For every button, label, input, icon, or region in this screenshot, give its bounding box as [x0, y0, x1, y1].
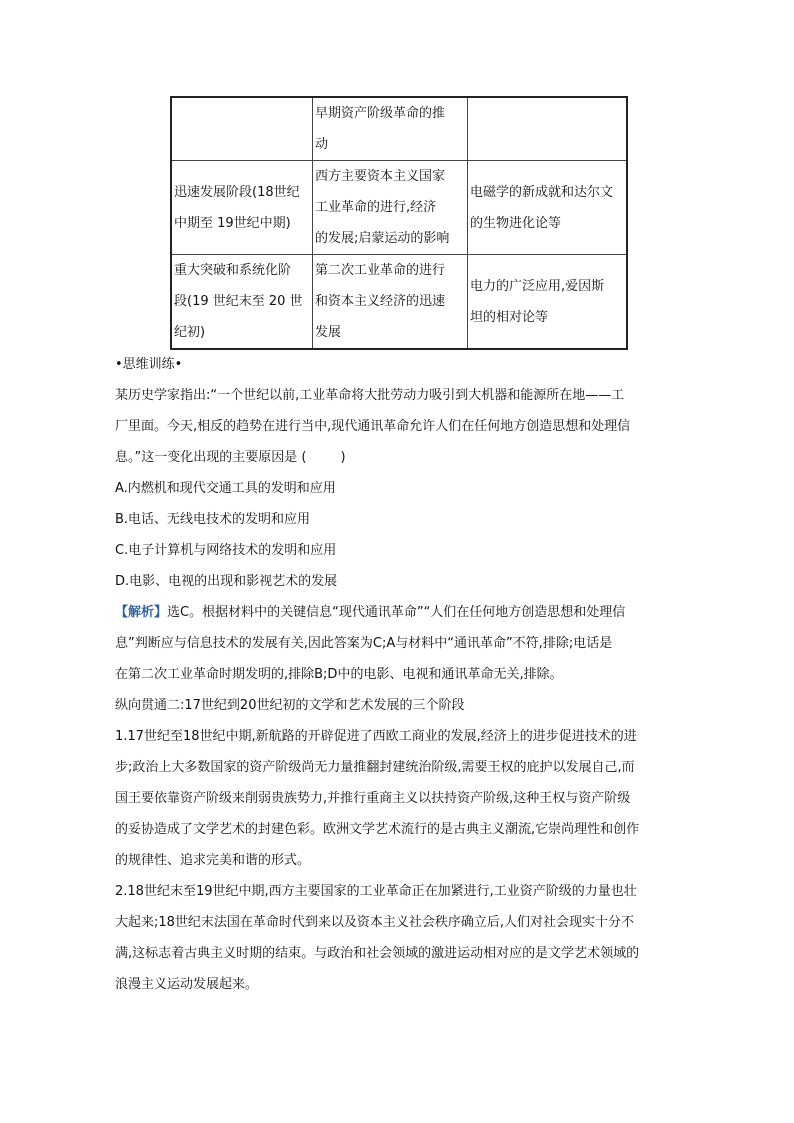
cell-line: 电力的广泛应用,爱因斯 [470, 278, 605, 294]
option-b: B.电话、无线电技术的发明和应用 [115, 512, 311, 527]
paragraph-line: 大起来;18世纪末法国在革命时代到来以及资本主义社会秩序确立后,人们对社会现实十分不 [115, 915, 635, 930]
section-title: 纵向贯通二:17世纪到20世纪初的文学和艺术发展的三个阶段 [115, 698, 465, 713]
cell-line: 的发展;启蒙运动的影响 [315, 231, 450, 246]
table-cell [313, 255, 468, 350]
cell-line: 的生物进化论等 [470, 215, 562, 231]
paragraph-line: 2.18世纪末至19世纪中期,西方主要国家的工业革命正在加紧进行,工业资产阶级的力量也壮 [115, 884, 637, 899]
analysis-line: 在第二次工业革命时期发明的,排除B;D中的电影、电视和通讯革命无关,排除。 [115, 667, 563, 682]
question-stem-text: 息。”这一变化出现的主要原因是 [115, 450, 298, 465]
cell-line: 纪初) [174, 325, 206, 340]
table-row [171, 255, 627, 350]
cell-line: 工业革命的进行,经济 [315, 200, 437, 215]
cell-line: 和资本主义经济的迅速 [315, 294, 446, 309]
option-a: A.内燃机和现代交通工具的发明和应用 [115, 481, 336, 496]
cell-line: 发展 [315, 325, 342, 340]
table-cell [171, 97, 313, 161]
cell-line: 电磁学的新成就和达尔文 [470, 184, 614, 200]
table-row [171, 97, 627, 161]
table-cell [468, 161, 628, 255]
option-c: C.电子计算机与网络技术的发明和应用 [115, 543, 337, 558]
cell-line: 坦的相对论等 [470, 309, 549, 325]
answer-paren-open: ( [301, 450, 307, 465]
paragraph-line: 步;政治上大多数国家的资产阶级尚无力量推翻封建统治阶级,需要王权的庇护以发展自己,而 [115, 760, 635, 775]
table-row [171, 161, 627, 255]
paragraph-line: 1.17世纪至18世纪中期,新航路的开辟促进了西欧工商业的发展,经济上的进步促进技术的进 [115, 729, 637, 744]
stages-table-container [170, 96, 628, 350]
paragraph-line: 的妥协造成了文学艺术的封建色彩。欧洲文学艺术流行的是古典主义潮流,它崇尚理性和创作 [115, 822, 640, 837]
table-cell [171, 161, 313, 255]
cell-line: 第二次工业革命的进行 [315, 263, 446, 278]
analysis-line [115, 597, 685, 628]
cell-line: 早期资产阶级革命的推 [315, 106, 446, 121]
table-cell [468, 255, 628, 350]
analysis-tag: 【解析】 [115, 605, 168, 620]
table-cell [313, 97, 468, 161]
paragraph-line: 浪漫主义运动发展起来。 [115, 977, 259, 992]
question-stem-line: 厂里面。今天,相反的趋势在进行当中,现代通讯革命允许人们在任何地方创造思想和处理信 [115, 419, 631, 434]
question-stem-line [115, 442, 685, 473]
cell-line: 迅速发展阶段(18世纪 [174, 184, 300, 200]
question-stem-line: 某历史学家指出:“一个世纪以前,工业革命将大批劳动力吸引到大机器和能源所在地——工 [115, 388, 625, 403]
cell-line: 西方主要资本主义国家 [315, 169, 446, 184]
paragraph-line: 国王要依靠资产阶级来削弱贵族势力,并推行重商主义以扶持资产阶级,这种王权与资产阶级 [115, 791, 631, 806]
analysis-line: 息”判断应与信息技术的发展有关,因此答案为C;A与材料中“通讯革命”不符,排除;电话是 [115, 636, 613, 651]
cell-line: 中期至 19世纪中期) [174, 215, 291, 231]
table-cell [468, 97, 628, 161]
table-cell [313, 161, 468, 255]
exercise-label: •思维训练• [115, 357, 183, 372]
analysis-text: 选C。根据材料中的关键信息“现代通讯革命”“人们在任何地方创造思想和处理信 [167, 605, 626, 620]
document-body [115, 349, 685, 1000]
cell-line: 段(19 世纪末至 20 世 [174, 294, 303, 309]
option-d: D.电影、电视的出现和影视艺术的发展 [115, 574, 338, 589]
cell-line: 动 [315, 137, 329, 152]
stages-table [170, 96, 628, 350]
cell-line: 重大突破和系统化阶 [174, 263, 292, 278]
answer-paren-close: ) [340, 450, 346, 465]
paragraph-line: 的规律性、追求完美和谐的形式。 [115, 853, 311, 868]
table-cell [171, 255, 313, 350]
paragraph-line: 满,这标志着古典主义时期的结束。与政治和社会领域的激进运动相对应的是文学艺术领域的 [115, 946, 640, 961]
